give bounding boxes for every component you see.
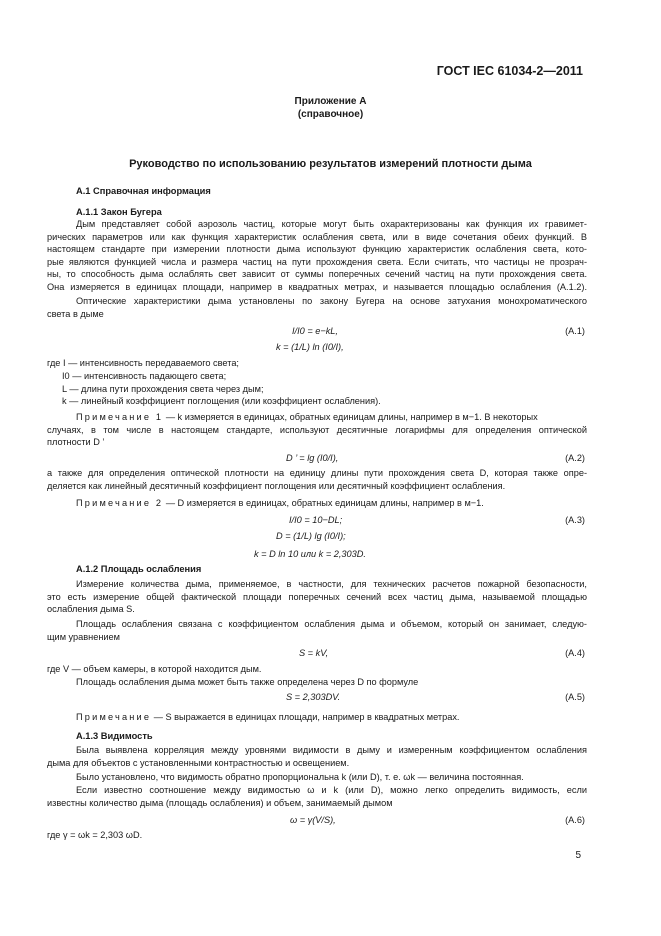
paragraph-line: Площадь ослабления дыма может быть также определена через D по формуле — [76, 677, 419, 687]
note-2-text: — D измеряется в единицах, обратных единицам длины, например в м−1. — [165, 498, 484, 508]
definition-item: где γ = ωk = 2,303 ωD. — [47, 830, 143, 840]
paragraph-line: дыма для объектов с установленными контрастностью и освещением. — [47, 757, 350, 768]
paragraph-line: ны, то способность дыма ослаблять свет зависит от суммы поперечных сечений частиц на пути прохождения света. — [47, 269, 587, 280]
note-1-text: — k измеряется в единицах, обратных единицам длины, например в м−1. В некоторых — [165, 412, 538, 422]
paragraph-line: рических параметров или как функция характеристик ослабления света, или в виде сочетания обеих функций. В — [47, 231, 587, 242]
section-a1-heading: А.1 Справочная информация — [76, 186, 211, 196]
equation-a3-number: (А.3) — [565, 515, 585, 525]
appendix-label: Приложение А — [294, 96, 367, 107]
paragraph-line: Дым представляет собой аэрозоль частиц, которые могут быть охарактеризованы как функция их гравимет- — [76, 219, 587, 229]
paragraph-line: деляется как линейный десятичный коэффициент поглощения или десятичный коэффициент ослабления. — [47, 480, 506, 491]
equation-a3-line2: D = (1/L) lg (I0/I); — [276, 531, 346, 541]
document-header: ГОСТ IEC 61034-2—2011 — [436, 64, 583, 78]
equation-a6-number: (А.6) — [565, 815, 585, 825]
paragraph-line: Она измеряется в единицах площади, например в квадратных метрах, и называется площадью ослабления (А.1.2). — [47, 282, 587, 292]
paragraph-line: Площадь ослабления связана с коэффициентом ослабления дыма и объемом, который он занимает, следую- — [76, 619, 587, 629]
definition-item: I0 — интенсивность падающего света; — [62, 371, 227, 381]
paragraph-line: рые являются функцией числа и размера частиц на пути прохождения света. Если считать, что частицы не прозрач- — [47, 256, 587, 267]
paragraph-line: известны количество дыма (площадь ослабления) и объем, занимаемый дымом — [47, 797, 393, 808]
page-title: Руководство по использованию результатов измерений плотности дыма — [129, 158, 532, 170]
equation-a3-line3: k = D ln 10 или k = 2,303D. — [254, 549, 366, 559]
equation-a1-line1: I/I0 = e−kL, — [292, 326, 338, 336]
equation-a1-number: (А.1) — [565, 326, 585, 336]
paragraph-line: это есть измерение общей фактической площади поперечных сечений всех частиц дыма, называемой площадью — [47, 591, 587, 602]
definition-item: L — длина пути прохождения света через дым; — [62, 383, 264, 394]
section-a11-heading: А.1.1 Закон Бугера — [76, 207, 162, 217]
paragraph-line: щим уравнением — [47, 631, 120, 642]
definition-item: где V — объем камеры, в которой находится дым. — [47, 664, 262, 674]
note-3-label: Примечание — [76, 712, 152, 722]
paragraph-line: Была выявлена корреляция между уровнями видимости в дыму и измеренным коэффициентом ослабления — [76, 745, 587, 755]
section-a13-heading: А.1.3 Видимость — [76, 731, 153, 741]
paragraph-line: настоящем стандарте при измерении плотности дыма используют функцию характеристик ослабления света, кото- — [47, 244, 587, 255]
equation-a4-number: (А.4) — [565, 648, 585, 658]
equation-a3-line1: I/I0 = 10−DL; — [289, 515, 343, 525]
paragraph-line: света в дыме — [47, 309, 104, 319]
note-2-label: Примечание 2 — [76, 498, 164, 508]
paragraph-line: Оптические характеристики дыма установлены по закону Бугера на основе затухания монохроматического — [76, 296, 587, 306]
paragraph-line: Было установлено, что видимость обратно пропорциональна k (или D), т. е. ωk — величина постоянная. — [76, 772, 524, 782]
equation-a2-number: (А.2) — [565, 453, 585, 463]
equation-a1-line2: k = (1/L) ln (I0/I), — [276, 342, 344, 352]
appendix-type: (справочное) — [297, 109, 364, 120]
equation-a6: ω = γ(V/S), — [290, 815, 336, 825]
equation-a5-number: (А.5) — [565, 692, 585, 702]
section-a12-heading: А.1.2 Площадь ослабления — [76, 564, 202, 574]
paragraph-line: Измерение количества дыма, применяемое, в частности, для технических расчетов пожарной безопасности, — [76, 579, 587, 589]
equation-a4: S = kV, — [299, 648, 329, 658]
note-line: плотности D ’ — [47, 437, 105, 448]
paragraph-line: а также для определения оптической плотности на единицу длины пути прохождения света D, которая также опре- — [47, 468, 587, 478]
page-number: 5 — [575, 850, 581, 861]
note-3-text: — S выражается в единицах площади, например в квадратных метрах. — [153, 712, 460, 722]
definition-item: где I — интенсивность передаваемого света; — [47, 358, 239, 368]
paragraph-line: Если известно соотношение между видимостью ω и k (или D), можно легко определить видимость, если — [76, 785, 587, 795]
equation-a2: D ’ = lg (I0/I), — [286, 453, 339, 463]
equation-a5: S = 2,303DV. — [286, 692, 341, 702]
note-line: случаях, в том числе в настоящем стандарте, используют десятичные логарифмы для определения оптической — [47, 424, 587, 435]
paragraph-line: ослабления дыма S. — [47, 604, 135, 615]
definition-item: k — линейный коэффициент поглощения (или коэффициент ослабления). — [62, 396, 381, 407]
note-1-label: Примечание 1 — [76, 412, 164, 422]
